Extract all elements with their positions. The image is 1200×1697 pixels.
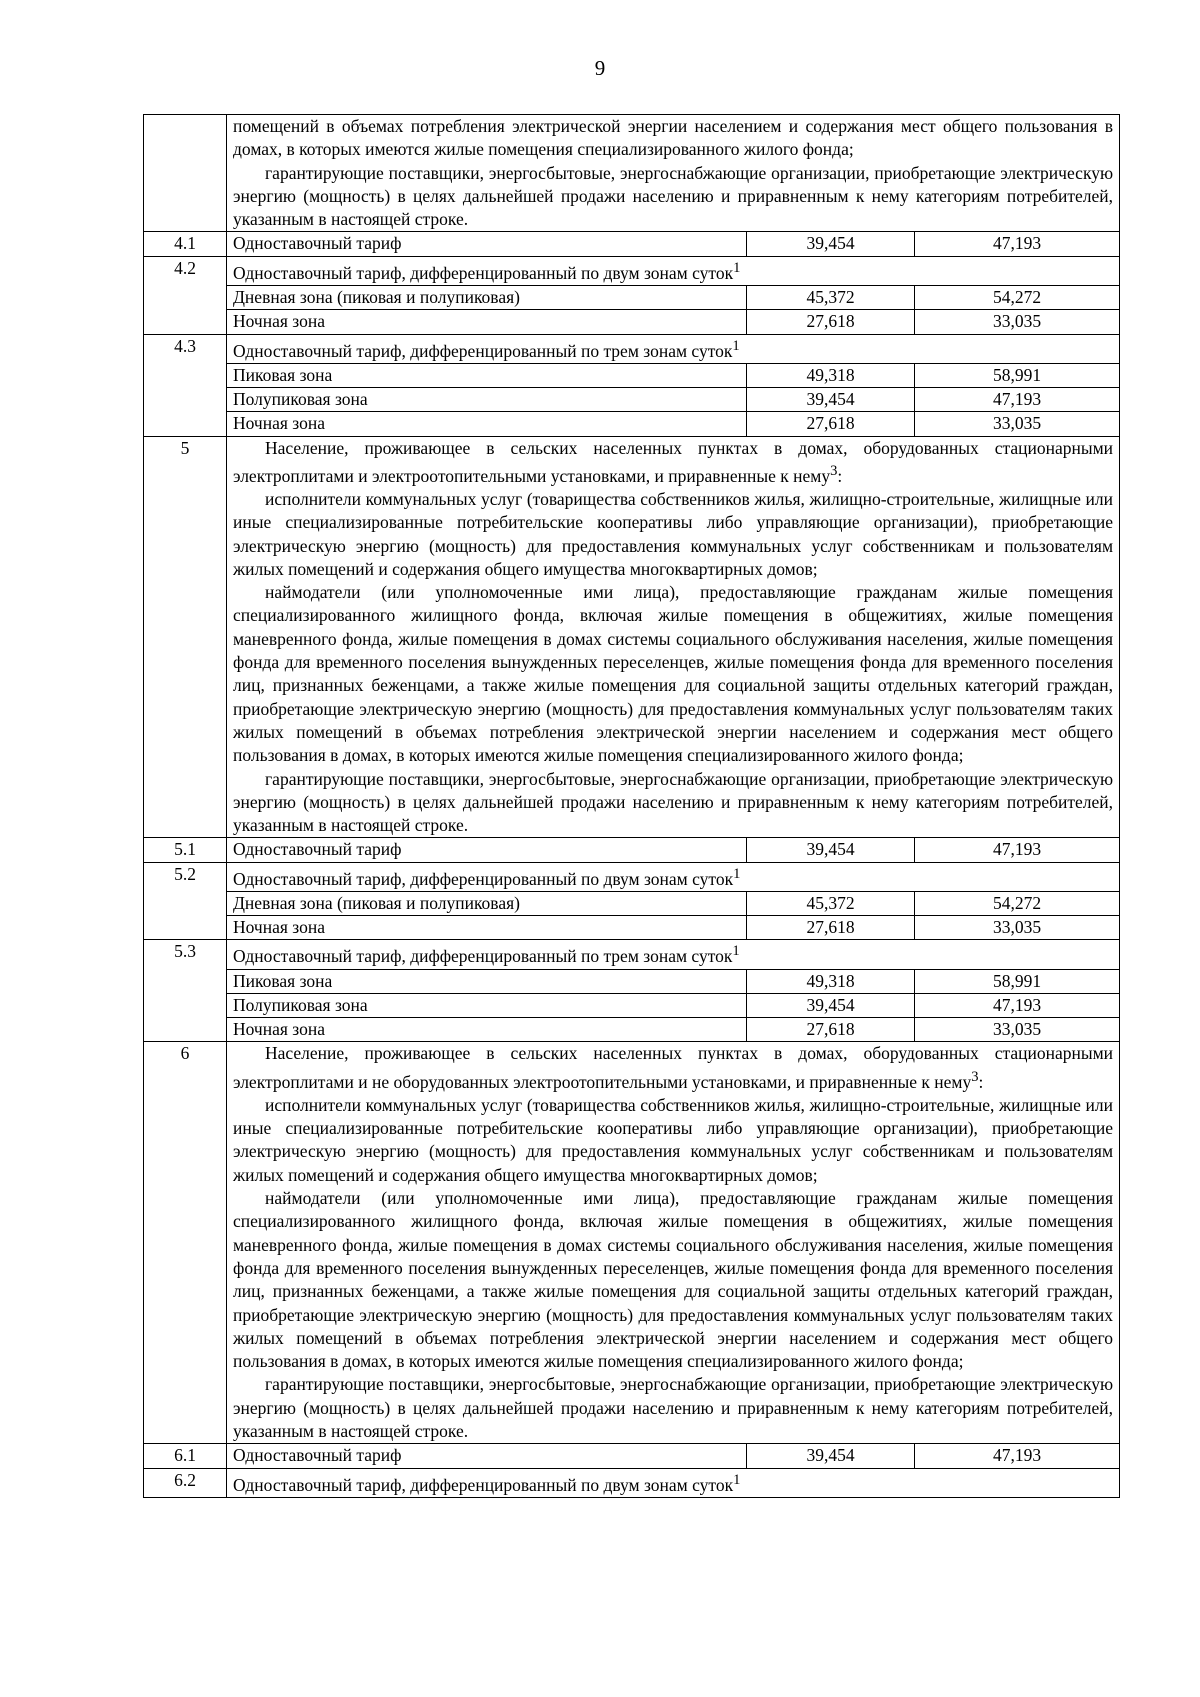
row-number: [144, 115, 227, 232]
table-row: [144, 862, 1120, 891]
tariff-group-text: Одноставочный тариф, дифференцированный по трем зонам суток: [233, 946, 733, 967]
tariff-value-1: 49,318: [747, 969, 915, 993]
tariff-value-2: 33,035: [915, 1018, 1120, 1042]
table-row: [144, 1018, 1120, 1042]
tariff-table: [143, 114, 1120, 1498]
tariff-value-2: 58,991: [915, 969, 1120, 993]
tariff-group-text: Одноставочный тариф, дифференцированный по двум зонам суток: [233, 1474, 734, 1495]
footnote-ref: 1: [732, 943, 740, 960]
footnote-ref: 1: [733, 865, 741, 882]
tariff-value-1: 27,618: [747, 1018, 915, 1042]
table-row: [144, 1444, 1120, 1468]
tariff-zone-label: Ночная зона: [227, 1018, 747, 1042]
row-number: 5.3: [144, 940, 227, 969]
table-row: [144, 916, 1120, 940]
tariff-zone-label: Полупиковая зона: [227, 993, 747, 1017]
tariff-zone-label: Ночная зона: [227, 916, 747, 940]
tariff-group-label: [227, 1468, 1120, 1497]
footnote-ref: 1: [733, 259, 741, 276]
row-number: 4.3: [144, 334, 227, 363]
tariff-label: Одноставочный тариф: [227, 838, 747, 862]
tariff-value-2: 33,035: [915, 412, 1120, 436]
tariff-value-1: 27,618: [747, 916, 915, 940]
tariff-value-2: 58,991: [915, 363, 1120, 387]
table-row-continuation: [144, 115, 1120, 232]
tariff-group-text: Одноставочный тариф, дифференцированный по двум зонам суток: [233, 868, 734, 889]
tariff-value-1: 27,618: [747, 412, 915, 436]
tariff-value-2: 47,193: [915, 387, 1120, 411]
tariff-value-1: 39,454: [747, 1444, 915, 1468]
description-paragraph: Население, проживающее в сельских населенных пунктах в домах, оборудованных стационарными электроплитами и электроотопительными установками, и приравненные к нему$^3$:: [233, 437, 1114, 486]
row-number: 6.2: [144, 1468, 227, 1497]
tariff-zone-label: Ночная зона: [227, 310, 747, 334]
tariff-zone-label: Дневная зона (пиковая и полупиковая): [227, 891, 747, 915]
tariff-zone-label: Полупиковая зона: [227, 387, 747, 411]
tariff-group-label: [227, 256, 1120, 285]
tariff-group-label: [227, 862, 1120, 891]
table-row-category: [144, 1042, 1120, 1444]
table-row-category: [144, 436, 1120, 838]
row-number: 5.1: [144, 838, 227, 862]
tariff-value-1: 27,618: [747, 310, 915, 334]
footnote-ref: 3: [971, 1068, 979, 1085]
tariff-value-1: 45,372: [747, 891, 915, 915]
row-number: 4.2: [144, 256, 227, 285]
table-row: [144, 256, 1120, 285]
footnote-ref: 1: [732, 337, 740, 354]
tariff-value-2: 54,272: [915, 891, 1120, 915]
row-number: 4.1: [144, 232, 227, 256]
row-number: 6: [144, 1042, 227, 1444]
footnote-ref: 1: [733, 1471, 741, 1488]
tariff-label: Одноставочный тариф: [227, 1444, 747, 1468]
table-row: [144, 838, 1120, 862]
description-paragraph: исполнители коммунальных услуг (товарищества собственников жилья, жилищно-строительные, жилищные или иные специализированные потребительские кооперативы либо управляющие организации), приобретающие электрическую энергию (мощность) для предоставления коммунальных услуг собственникам и пользователям жилых помещений и содержания общего имущества многоквартирных домов;: [233, 488, 1114, 579]
description-paragraph: исполнители коммунальных услуг (товарищества собственников жилья, жилищно-строительные, жилищные или иные специализированные потребительские кооперативы либо управляющие организации), приобретающие электрическую энергию (мощность) для предоставления коммунальных услуг собственникам и пользователям жилых помещений и содержания общего имущества многоквартирных домов;: [233, 1094, 1114, 1185]
tariff-zone-label: Пиковая зона: [227, 969, 747, 993]
table-row: [144, 891, 1120, 915]
description-paragraph: Население, проживающее в сельских населенных пунктах в домах, оборудованных стационарными электроплитами и не оборудованных электроотопительными установками, и приравненные к нему$^3$:: [233, 1043, 1114, 1092]
tariff-value-2: 47,193: [915, 838, 1120, 862]
tariff-value-1: 39,454: [747, 838, 915, 862]
tariff-value-2: 47,193: [915, 1444, 1120, 1468]
row-description: [227, 436, 1120, 838]
tariff-value-1: 49,318: [747, 363, 915, 387]
table-row: [144, 363, 1120, 387]
table-row: [144, 412, 1120, 436]
tariff-value-2: 47,193: [915, 232, 1120, 256]
row-number: 5.2: [144, 862, 227, 891]
table-row: [144, 1468, 1120, 1497]
tariff-value-2: 47,193: [915, 993, 1120, 1017]
tariff-value-1: 45,372: [747, 285, 915, 309]
table-row: [144, 334, 1120, 363]
description-paragraph: гарантирующие поставщики, энергосбытовые, энергоснабжающие организации, приобретающие электрическую энергию (мощность) в целях дальнейшей продажи населению и приравненным к нему категориям потребителей, указанным в настоящей строке.: [233, 768, 1114, 836]
row-description: [227, 115, 1120, 232]
tariff-zone-label: Ночная зона: [227, 412, 747, 436]
tariff-group-label: [227, 940, 1120, 969]
tariff-group-text: Одноставочный тариф, дифференцированный по трем зонам суток: [233, 340, 733, 361]
row-number: 5: [144, 436, 227, 838]
table-row: [144, 232, 1120, 256]
tariff-zone-label: Дневная зона (пиковая и полупиковая): [227, 285, 747, 309]
row-description: [227, 1042, 1120, 1444]
table-row: [144, 387, 1120, 411]
tariff-value-2: 54,272: [915, 285, 1120, 309]
description-paragraph: помещений в объемах потребления электрической энергии населением и содержания мест общего пользования в домах, в которых имеются жилые помещения специализированного жилого фонда;: [233, 116, 1114, 160]
description-paragraph: наймодатели (или уполномоченные ими лица), предоставляющие гражданам жилые помещения специализированного жилищного фонда, включая жилые помещения в общежитиях, жилые помещения маневренного фонда, жилые помещения в домах системы социального обслуживания населения, жилые помещения фонда для временного поселения вынужденных переселенцев, жилые помещения фонда для временного поселения лиц, признанных беженцами, а также жилые помещения для социальной защиты отдельных категорий граждан, приобретающие электрическую энергию (мощность) для предоставления коммунальных услуг пользователям таких жилых помещений в объемах потребления электрической энергии населением и содержания мест общего пользования в домах, в которых имеются жилые помещения специализированного жилого фонда;: [233, 582, 1114, 766]
table-row: [144, 993, 1120, 1017]
tariff-value-1: 39,454: [747, 993, 915, 1017]
footnote-ref: 3: [830, 462, 838, 479]
tariff-zone-label: Пиковая зона: [227, 363, 747, 387]
tariff-value-2: 33,035: [915, 916, 1120, 940]
tariff-value-2: 33,035: [915, 310, 1120, 334]
table-row: [144, 940, 1120, 969]
tariff-label: Одноставочный тариф: [227, 232, 747, 256]
tariff-value-1: 39,454: [747, 232, 915, 256]
row-number: 6.1: [144, 1444, 227, 1468]
tariff-group-label: [227, 334, 1120, 363]
table-row: [144, 285, 1120, 309]
table-row: [144, 969, 1120, 993]
table-row: [144, 310, 1120, 334]
description-paragraph: гарантирующие поставщики, энергосбытовые, энергоснабжающие организации, приобретающие электрическую энергию (мощность) в целях дальнейшей продажи населению и приравненным к нему категориям потребителей, указанным в настоящей строке.: [233, 1374, 1114, 1441]
description-paragraph: гарантирующие поставщики, энергосбытовые, энергоснабжающие организации, приобретающие электрическую энергию (мощность) в целях дальнейшей продажи населению и приравненным к нему категориям потребителей, указанным в настоящей строке.: [233, 162, 1114, 230]
tariff-value-1: 39,454: [747, 387, 915, 411]
tariff-group-text: Одноставочный тариф, дифференцированный по двум зонам суток: [233, 262, 734, 283]
page-number: 9: [594, 56, 606, 80]
description-paragraph: наймодатели (или уполномоченные ими лица), предоставляющие гражданам жилые помещения специализированного жилищного фонда, включая жилые помещения в общежитиях, жилые помещения маневренного фонда, жилые помещения в домах системы социального обслуживания населения, жилые помещения фонда для временного поселения вынужденных переселенцев, жилые помещения фонда для временного поселения лиц, признанных беженцами, а также жилые помещения для социальной защиты отдельных категорий граждан, приобретающие электрическую энергию (мощность) для предоставления коммунальных услуг пользователям таких жилых помещений в объемах потребления электрической энергии населением и содержания мест общего пользования в домах, в которых имеются жилые помещения специализированного жилого фонда;: [233, 1188, 1114, 1372]
